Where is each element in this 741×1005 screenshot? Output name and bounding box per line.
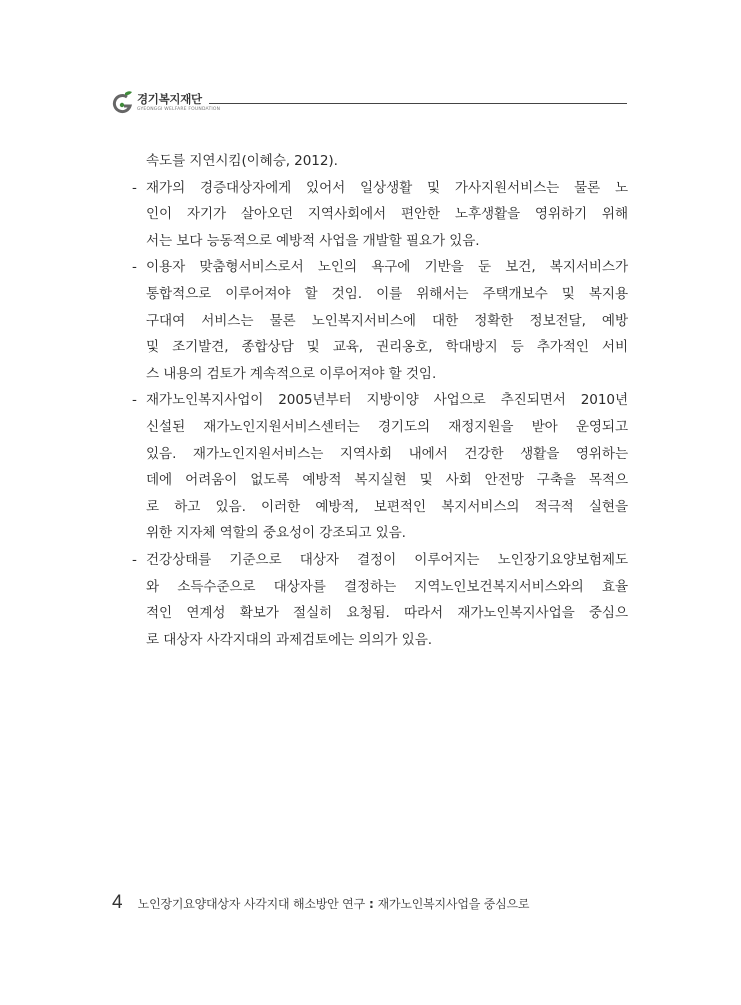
bullet-line: 건강상태를 기준으로 대상자 결정이 이루어지는 노인장기요양보험제도 [146,551,628,568]
foundation-logo-icon [112,90,134,114]
bullet-item-3 [132,387,628,414]
running-title-main: 노인장기요양대상자 사각지대 해소방안 연구 [137,896,365,911]
bullet-item-1 [132,175,628,202]
running-title-colon: : [368,896,374,911]
bullet-line: 신설된 재가노인지원서비스센터는 경기도의 재정지원을 받아 운영되고 [146,418,628,435]
header-rule [209,103,627,104]
page-number: 4 [112,892,123,913]
bullet-line: 로 하고 있음. 이러한 예방적, 보편적인 복지서비스의 적극적 실현을 [146,498,628,515]
bullet-line: 구대여 서비스는 물론 노인복지서비스에 대한 정확한 정보전달, 예방 [146,312,628,329]
bullet-line: 데에 어려움이 없도록 예방적 복지실현 및 사회 안전망 구축을 목적으 [146,472,628,489]
bullet-line: 서는 보다 능동적으로 예방적 사업을 개발할 필요가 있음. [146,232,480,249]
bullet-line: 재가노인복지사업이 2005년부터 지방이양 사업으로 추진되면서 2010년 [146,392,628,409]
bullet-line: 이용자 맞춤형서비스로서 노인의 욕구에 기반을 둔 보건, 복지서비스가 [146,259,628,276]
paragraph-line: 속도를 지연시킴(이혜승, 2012). [146,153,338,169]
bullet-line: 적인 연계성 확보가 절실히 요청됨. 따라서 재가노인복지사업을 중심으 [146,605,628,622]
running-title [138,895,530,912]
bullet-line: 및 조기발견, 종합상담 및 교육, 권리옹호, 학대방지 등 추가적인 서비 [146,339,628,356]
page-header [112,88,627,120]
bullet-line: 위한 지자체 역할의 중요성이 강조되고 있음. [146,525,406,542]
logo-text: 경기복지재단 [137,92,202,106]
bullet-dash: - [132,392,137,409]
bullet-line: 로 대상자 사각지대의 과제검토에는 의의가 있음. [146,631,432,648]
bullet-dash: - [132,259,137,276]
bullet-line: 재가의 경증대상자에게 있어서 일상생활 및 가사지원서비스는 물론 노 [146,179,628,196]
bullet-dash: - [132,551,137,568]
bullet-line: 스 내용의 검토가 계속적으로 이루어져야 할 것임. [146,365,437,382]
bullet-line: 인이 자기가 살아오던 지역사회에서 편안한 노후생활을 영위하기 위해 [146,206,628,223]
bullet-line: 와 소득수준으로 대상자를 결정하는 지역노인보건복지서비스와의 효율 [146,578,628,595]
bullet-item-2 [132,254,628,281]
body-text [132,148,628,653]
bullet-line: 있음. 재가노인지원서비스는 지역사회 내에서 건강한 생활을 영위하는 [146,445,628,462]
bullet-line: 통합적으로 이루어져야 할 것임. 이를 위해서는 주택개보수 및 복지용 [146,285,628,302]
bullet-item-4 [132,547,628,574]
logo-subtitle: GYEONGGI WELFARE FOUNDATION [137,107,221,112]
page-footer [112,892,529,914]
running-title-sub: 재가노인복지사업을 중심으로 [377,896,530,911]
bullet-dash: - [132,179,137,196]
